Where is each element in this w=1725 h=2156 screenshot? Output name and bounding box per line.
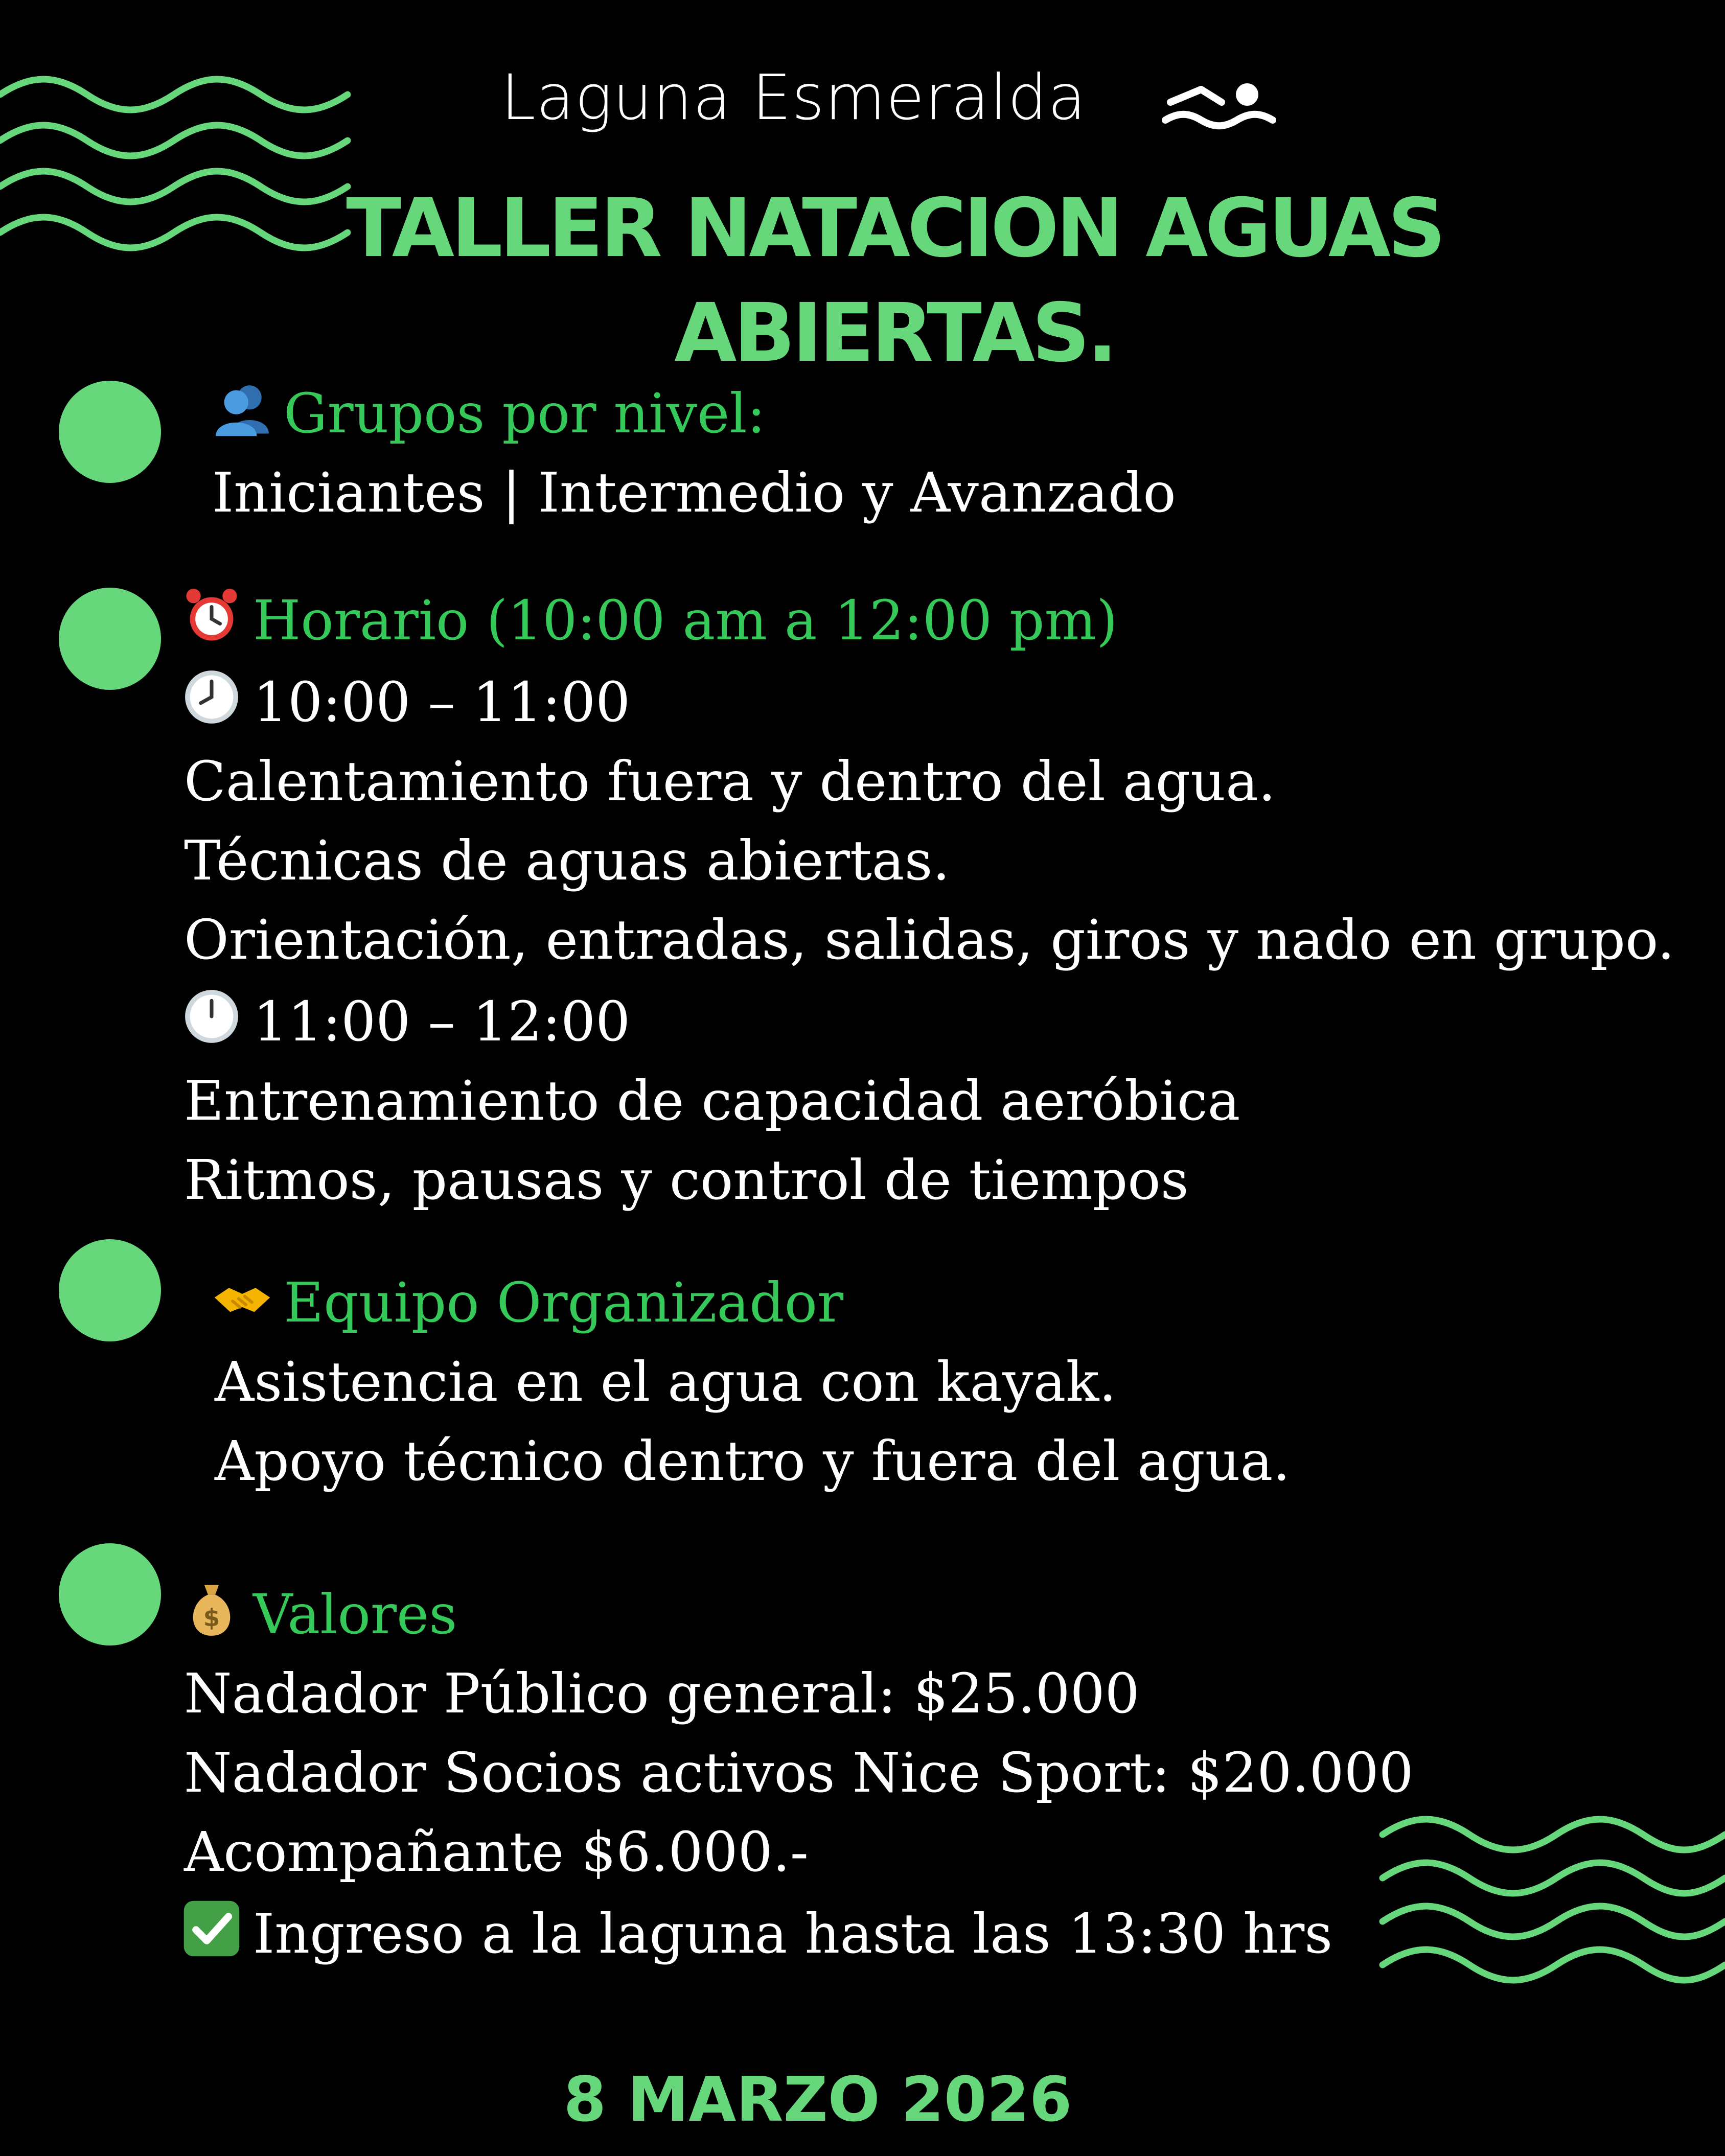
- check-mark-icon: [181, 1898, 242, 1959]
- block2-time-text: 11:00 – 12:00: [253, 990, 631, 1054]
- bullet-dot-horario: [59, 588, 161, 690]
- headline-line-2: ABIERTAS.: [674, 286, 1115, 380]
- people-icon: [212, 378, 272, 438]
- horario-block1-time: [181, 664, 630, 741]
- wave-decoration-bottom-right: [1377, 1812, 1725, 1985]
- svg-text:$: $: [203, 1604, 220, 1633]
- horario-title: [181, 583, 1118, 659]
- event-date: 8 MARZO 2026: [563, 2065, 1072, 2136]
- valores-title-text: Valores: [253, 1583, 457, 1647]
- handshake-icon: [212, 1267, 272, 1328]
- headline-line-1: TALLER NATACION AGUAS: [346, 181, 1443, 275]
- horario-block2-line2: Ritmos, pausas y control de tiempos: [184, 1149, 1189, 1212]
- clock-icon: [181, 986, 242, 1047]
- valores-line3: Acompañante $6.000.-: [184, 1821, 809, 1884]
- valores-line4: [181, 1896, 1332, 1973]
- horario-block1-line2: Técnicas de aguas abiertas.: [184, 829, 950, 893]
- bullet-dot-valores: [59, 1543, 161, 1645]
- grupos-levels: Iniciantes | Intermedio y Avanzado: [212, 461, 1176, 525]
- money-bag-icon: [181, 1579, 242, 1639]
- equipo-line1: Asistencia en el agua con kayak.: [215, 1351, 1117, 1414]
- horario-block1-line1: Calentamiento fuera y dentro del agua.: [184, 750, 1276, 814]
- clock-icon: [181, 667, 242, 727]
- horario-title-text: Horario (10:00 am a 12:00 pm): [253, 589, 1118, 653]
- venue-title: Laguna Esmeralda: [501, 61, 1087, 134]
- horario-block2-time: [181, 984, 630, 1060]
- equipo-title: [212, 1265, 843, 1341]
- bullet-dot-grupos: [59, 381, 161, 483]
- block1-time-text: 10:00 – 11:00: [253, 671, 631, 734]
- valores-line1: Nadador Público general: $25.000: [184, 1662, 1140, 1726]
- valores-line4-text: Ingreso a la laguna hasta las 13:30 hrs: [253, 1903, 1333, 1966]
- alarm-clock-icon: [181, 585, 242, 645]
- swimmer-icon: [1160, 72, 1278, 138]
- horario-block1-line3: Orientación, entradas, salidas, giros y nado en grupo.: [184, 909, 1675, 972]
- equipo-line2: Apoyo técnico dentro y fuera del agua.: [215, 1430, 1291, 1493]
- grupos-title: [212, 376, 766, 452]
- horario-block2-line1: Entrenamiento de capacidad aeróbica: [184, 1070, 1240, 1133]
- grupos-title-text: Grupos por nivel:: [284, 382, 766, 446]
- bullet-dot-equipo: [59, 1239, 161, 1341]
- valores-line2: Nadador Socios activos Nice Sport: $20.000: [184, 1742, 1414, 1805]
- workshop-headline: [0, 176, 1725, 386]
- valores-title: [181, 1577, 457, 1653]
- equipo-title-text: Equipo Organizador: [284, 1271, 844, 1335]
